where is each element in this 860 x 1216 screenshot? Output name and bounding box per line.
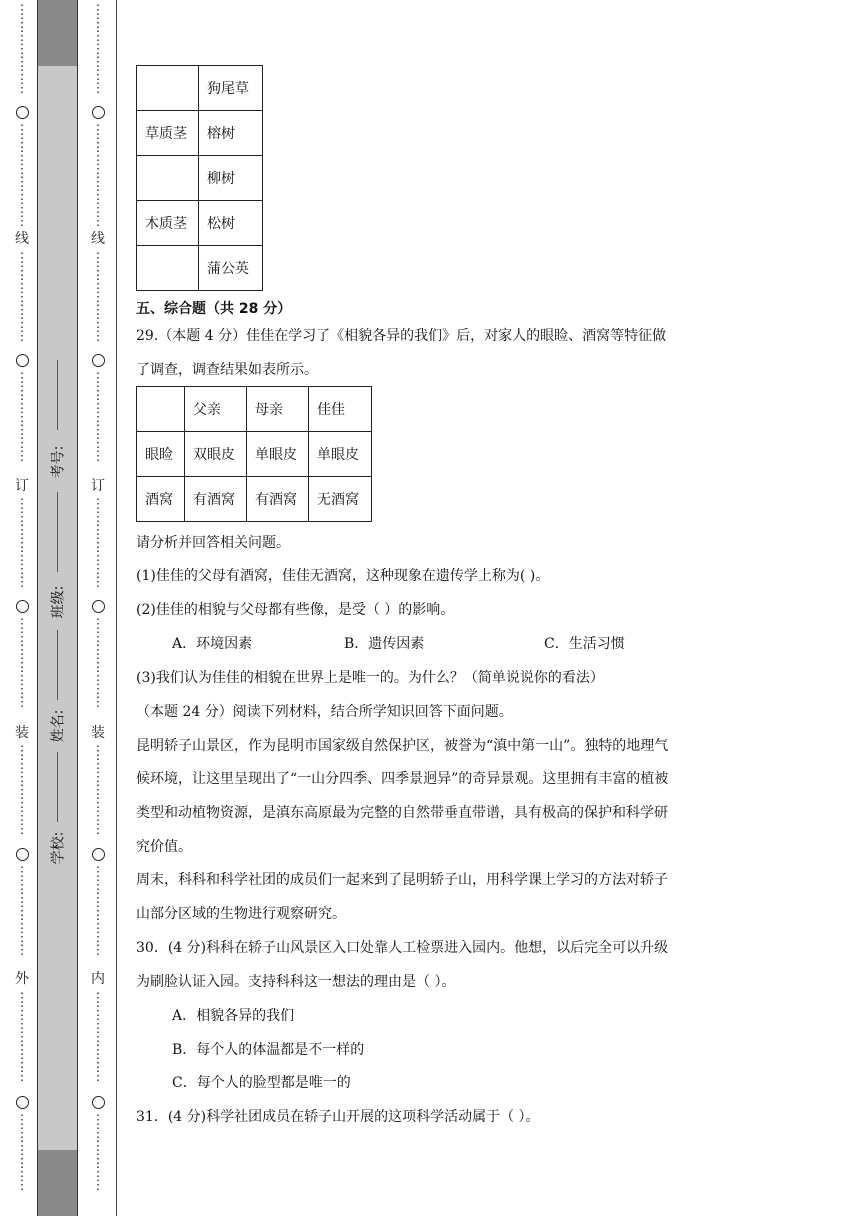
table-cell: 佳佳 [309, 387, 372, 432]
material-p2-line2: 山部分区域的生物进行观察研究。 [136, 906, 346, 922]
dots: ⋮ ⋮ ⋮ ⋮ ⋮ ⋮ ⋮ [91, 991, 105, 1084]
circle-mark [16, 848, 29, 861]
class-underline [57, 492, 58, 572]
circle-mark [92, 600, 105, 613]
table-row [137, 432, 372, 477]
circle-mark [92, 848, 105, 861]
table-cell: 木质茎 [137, 201, 199, 246]
inner-mark-ding: 订 [91, 478, 105, 494]
q30-line2: 为刷脸认证入园。支持科科这一想法的理由是（ ）。 [136, 974, 456, 990]
school-underline [57, 752, 58, 822]
q29-line2: 了调查，调查结果如表所示。 [136, 362, 318, 378]
table-cell: 榕树 [199, 111, 263, 156]
q30-option-b: B．每个人的体温都是不一样的 [172, 1042, 365, 1058]
q29-option-a: A．环境因素 [172, 636, 253, 652]
table-cell [137, 387, 185, 432]
table-row [137, 66, 263, 111]
name-label: 姓名: [50, 709, 67, 743]
table-cell: 松树 [199, 201, 263, 246]
binding-gutter [0, 0, 118, 1216]
material-p1-line4: 究价值。 [136, 839, 192, 855]
dots: ⋮ ⋮ ⋮ ⋮ ⋮ ⋮ ⋮ [15, 744, 29, 837]
table-cell: 狗尾草 [199, 66, 263, 111]
exam-no-label: 考号: [50, 445, 67, 479]
dots: ⋮ ⋮ ⋮ ⋮ ⋮ ⋮ ⋮ [91, 371, 105, 464]
inner-mark-zhuang: 装 [91, 725, 105, 741]
table-header-row [137, 387, 372, 432]
table-cell: 眼睑 [137, 432, 185, 477]
q30-option-c: C．每个人的脸型都是唯一的 [172, 1075, 351, 1091]
outer-dotted-line [12, 0, 32, 1216]
table-cell: 母亲 [247, 387, 309, 432]
dots: ⋮ ⋮ ⋮ ⋮ ⋮ ⋮ ⋮ [15, 3, 29, 96]
material-intro: （本题 24 分）阅读下列材料，结合所学知识回答下面问题。 [136, 704, 513, 720]
plant-stem-table [136, 65, 263, 291]
student-info-band [37, 0, 78, 1216]
table-cell: 无酒窝 [309, 477, 372, 522]
dots: ⋮ ⋮ ⋮ ⋮ ⋮ ⋮ ⋮ [91, 497, 105, 590]
table-cell: 草质茎 [137, 111, 199, 156]
table-row [137, 111, 263, 156]
outer-mark-xian: 线 [15, 231, 29, 247]
material-p1-line3: 类型和动植物资源，是滇东高原最为完整的自然带垂直带谱，具有极高的保护和科学研 [136, 805, 668, 821]
outer-mark-wai: 外 [15, 971, 29, 987]
school-label: 学校: [50, 831, 67, 865]
circle-mark [16, 354, 29, 367]
table-cell [137, 156, 199, 201]
table-cell: 单眼皮 [247, 432, 309, 477]
band-dark-top [38, 0, 77, 66]
table-cell: 父亲 [185, 387, 247, 432]
table-row [137, 201, 263, 246]
section-title: 五、综合题（共 28 分） [136, 301, 292, 317]
circle-mark [16, 600, 29, 613]
dots: ⋮ ⋮ ⋮ ⋮ ⋮ ⋮ ⋮ [15, 497, 29, 590]
q31-line1: 31．(4 分)科学社团成员在轿子山开展的这项科学活动属于（ ）。 [136, 1109, 540, 1125]
q29-line1: 29.（本题 4 分）佳佳在学习了《相貌各异的我们》后，对家人的眼睑、酒窝等特征做 [136, 328, 667, 344]
q29-option-c: C．生活习惯 [544, 636, 625, 652]
dots: ⋮ ⋮ ⋮ ⋮ ⋮ ⋮ ⋮ [91, 251, 105, 344]
inner-mark-nei: 内 [91, 971, 105, 987]
outer-mark-zhuang: 装 [15, 725, 29, 741]
name-underline [57, 630, 58, 700]
dots: ⋮ ⋮ ⋮ ⋮ ⋮ ⋮ ⋮ [15, 991, 29, 1084]
dots: ⋮ ⋮ ⋮ ⋮ ⋮ ⋮ ⋮ [91, 865, 105, 958]
q29-sub1: (1)佳佳的父母有酒窝，佳佳无酒窝，这种现象在遗传学上称为( )。 [136, 568, 550, 584]
table-cell: 柳树 [199, 156, 263, 201]
table-cell: 蒲公英 [199, 246, 263, 291]
q29-sub2: (2)佳佳的相貌与父母都有些像，是受（ ）的影响。 [136, 602, 455, 618]
dots: ⋮ ⋮ ⋮ ⋮ ⋮ ⋮ ⋮ [91, 617, 105, 710]
q29-sub3: (3)我们认为佳佳的相貌在世界上是唯一的。为什么？（简单说说你的看法） [136, 670, 604, 686]
family-traits-table [136, 386, 372, 522]
inner-mark-xian: 线 [91, 231, 105, 247]
circle-mark [92, 106, 105, 119]
q30-option-a: A．相貌各异的我们 [172, 1008, 295, 1024]
circle-mark [16, 106, 29, 119]
dots: ⋮ ⋮ ⋮ ⋮ ⋮ ⋮ ⋮ [15, 865, 29, 958]
band-dark-bottom [38, 1150, 77, 1216]
material-p1-line2: 候环境，让这里呈现出了“一山分四季、四季景迥异”的奇异景观。这里拥有丰富的植被 [136, 771, 669, 787]
q29-prompt: 请分析并回答相关问题。 [136, 535, 290, 551]
dots: ⋮ ⋮ ⋮ ⋮ ⋮ ⋮ ⋮ ⋮ [91, 123, 105, 229]
dots: ⋮ ⋮ ⋮ ⋮ ⋮ ⋮ ⋮ [91, 744, 105, 837]
table-cell: 双眼皮 [185, 432, 247, 477]
table-cell [137, 246, 199, 291]
circle-mark [92, 1096, 105, 1109]
dots: ⋮ ⋮ ⋮ ⋮ ⋮ ⋮ ⋮ [15, 617, 29, 710]
dots: ⋮ ⋮ ⋮ ⋮ ⋮ ⋮ ⋮ ⋮ [15, 123, 29, 229]
table-row [137, 246, 263, 291]
dots: ⋮ ⋮ ⋮ ⋮ ⋮ ⋮ [91, 1113, 105, 1193]
material-p1-line1: 昆明轿子山景区，作为昆明市国家级自然保护区，被誉为“滇中第一山”。独特的地理气 [136, 738, 669, 754]
table-cell: 单眼皮 [309, 432, 372, 477]
table-cell [137, 66, 199, 111]
circle-mark [16, 1096, 29, 1109]
table-row [137, 156, 263, 201]
dots: ⋮ ⋮ ⋮ ⋮ ⋮ ⋮ ⋮ [91, 3, 105, 96]
dots: ⋮ ⋮ ⋮ ⋮ ⋮ ⋮ ⋮ [15, 371, 29, 464]
inner-dotted-line [88, 0, 108, 1216]
table-cell: 酒窝 [137, 477, 185, 522]
class-label: 班级: [50, 585, 67, 619]
material-p2-line1: 周末，科科和科学社团的成员们一起来到了昆明轿子山，用科学课上学习的方法对轿子 [136, 872, 668, 888]
q30-line1: 30．(4 分)科科在轿子山风景区入口处靠人工检票进入园内。他想，以后完全可以升级 [136, 940, 669, 956]
table-row [137, 477, 372, 522]
table-cell: 有酒窝 [185, 477, 247, 522]
dots: ⋮ ⋮ ⋮ ⋮ ⋮ ⋮ [15, 1113, 29, 1193]
outer-mark-ding: 订 [15, 478, 29, 494]
q29-option-b: B．遗传因素 [344, 636, 425, 652]
dots: ⋮ ⋮ ⋮ ⋮ ⋮ ⋮ ⋮ [15, 251, 29, 344]
exam-no-underline [57, 360, 58, 430]
table-cell: 有酒窝 [247, 477, 309, 522]
circle-mark [92, 354, 105, 367]
